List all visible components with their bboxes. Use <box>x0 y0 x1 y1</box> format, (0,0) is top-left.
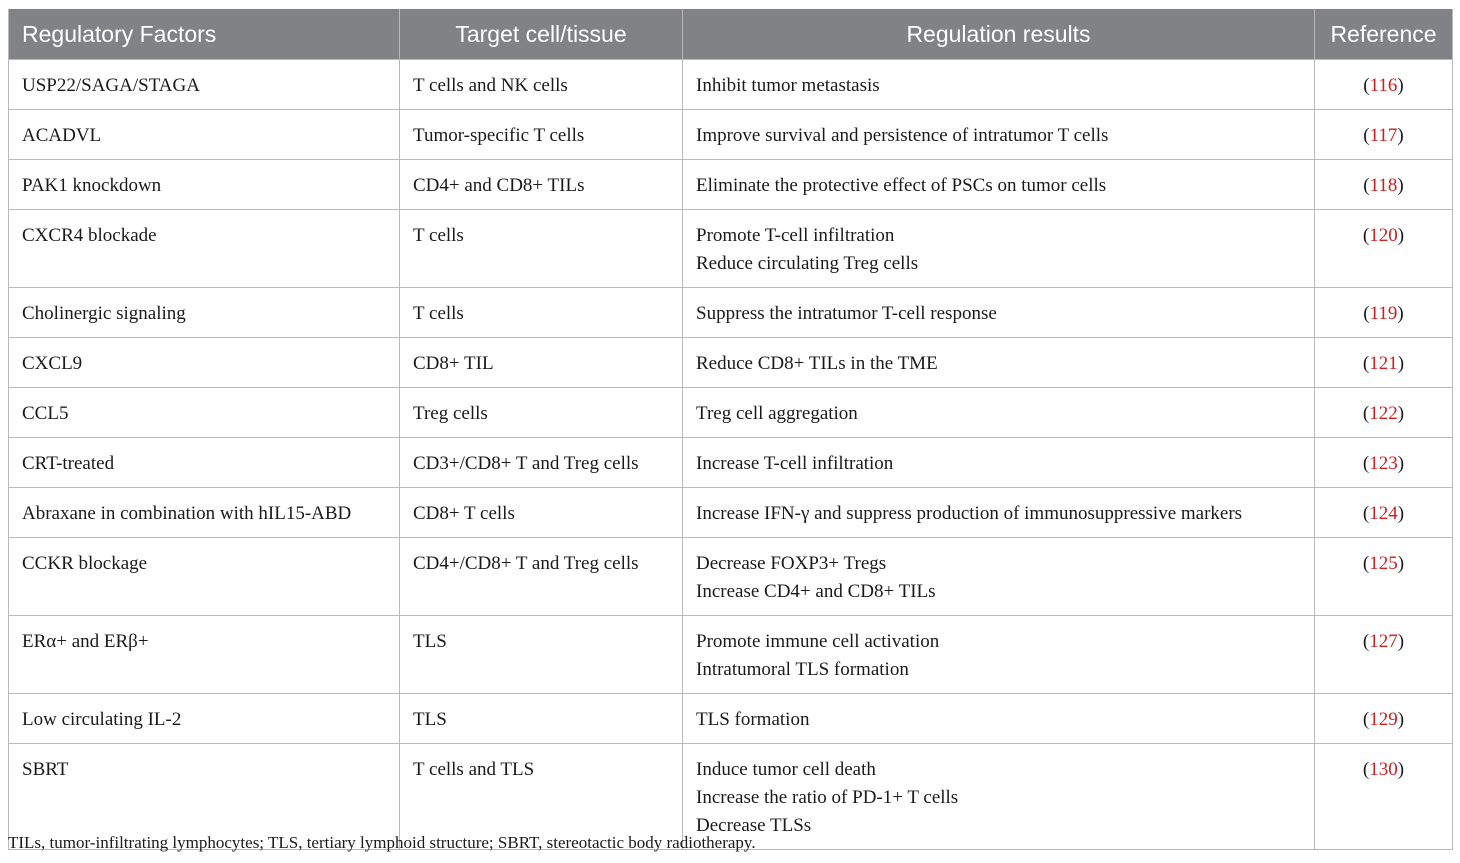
regulation-results-cell <box>683 694 1315 744</box>
target-cell-tissue-cell: TLS <box>400 616 683 694</box>
target-cell-tissue-cell: CD4+/CD8+ T and Treg cells <box>400 538 683 616</box>
table-footnote: TILs, tumor-infiltrating lymphocytes; TLS, tertiary lymphoid structure; SBRT, stereotactic body radiotherapy. <box>8 833 756 852</box>
regulatory-factor-cell: Cholinergic signaling <box>9 288 400 338</box>
regulation-results-cell <box>683 160 1315 210</box>
table-row <box>9 388 1453 438</box>
regulation-result-line: Increase CD4+ and CD8+ TILs <box>696 581 936 602</box>
reference-cell <box>1315 438 1453 488</box>
table-row <box>9 288 1453 338</box>
regulation-results-cell <box>683 438 1315 488</box>
regulatory-factor-cell: USP22/SAGA/STAGA <box>9 60 400 110</box>
regulation-results-cell <box>683 110 1315 160</box>
regulatory-factor-cell: Low circulating IL-2 <box>9 694 400 744</box>
reference-cell <box>1315 338 1453 388</box>
header-target-cell-tissue: Target cell/tissue <box>400 9 683 60</box>
regulation-result-line: Improve survival and persistence of intratumor T cells <box>696 125 1109 146</box>
reference-open-paren: ( <box>1362 453 1370 474</box>
regulation-result-line: Decrease FOXP3+ Tregs <box>696 553 887 574</box>
regulation-results-cell <box>683 538 1315 616</box>
header-regulation-results: Regulation results <box>683 9 1315 60</box>
regulatory-factor-cell: Abraxane in combination with hIL15-ABD <box>9 488 400 538</box>
table-row <box>9 160 1453 210</box>
reference-open-paren: ( <box>1362 553 1370 574</box>
regulation-result-line: Suppress the intratumor T-cell response <box>696 303 997 324</box>
reference-link[interactable]: 116 <box>1369 75 1398 96</box>
reference-cell <box>1315 288 1453 338</box>
regulation-results-cell <box>683 388 1315 438</box>
reference-cell <box>1315 694 1453 744</box>
regulation-results-cell <box>683 744 1315 850</box>
regulatory-factor-cell: CCKR blockage <box>9 538 400 616</box>
regulation-result-line: Reduce circulating Treg cells <box>696 253 919 274</box>
table-row <box>9 60 1453 110</box>
reference-cell <box>1315 744 1453 850</box>
target-cell-tissue-cell: T cells <box>400 210 683 288</box>
target-cell-tissue-cell: Treg cells <box>400 388 683 438</box>
reference-open-paren: ( <box>1363 125 1370 146</box>
reference-open-paren: ( <box>1362 709 1370 730</box>
reference-open-paren: ( <box>1362 353 1370 374</box>
reference-link[interactable]: 117 <box>1369 125 1398 146</box>
regulation-result-line: Intratumoral TLS formation <box>696 659 909 680</box>
reference-link[interactable]: 120 <box>1369 225 1398 246</box>
target-cell-tissue-cell: CD3+/CD8+ T and Treg cells <box>400 438 683 488</box>
regulation-results-cell <box>683 616 1315 694</box>
table-row <box>9 210 1453 288</box>
reference-open-paren: ( <box>1363 75 1370 96</box>
target-cell-tissue-cell: Tumor-specific T cells <box>400 110 683 160</box>
reference-link[interactable]: 129 <box>1369 709 1398 730</box>
target-cell-tissue-cell: T cells and NK cells <box>400 60 683 110</box>
reference-link[interactable]: 125 <box>1369 553 1398 574</box>
target-cell-tissue-cell: T cells <box>400 288 683 338</box>
reference-open-paren: ( <box>1362 503 1370 524</box>
regulatory-factor-cell: PAK1 knockdown <box>9 160 400 210</box>
reference-cell <box>1315 210 1453 288</box>
regulation-results-cell <box>683 338 1315 388</box>
regulation-results-cell <box>683 60 1315 110</box>
regulatory-factors-table <box>8 9 1453 850</box>
regulation-result-line: Increase IFN-γ and suppress production of immunosuppressive markers <box>696 503 1243 524</box>
reference-cell <box>1315 160 1453 210</box>
regulatory-factor-cell: CRT-treated <box>9 438 400 488</box>
header-regulatory-factors: Regulatory Factors <box>9 9 400 60</box>
reference-link[interactable]: 127 <box>1369 631 1398 652</box>
reference-close-paren: ) <box>1397 709 1405 730</box>
target-cell-tissue-cell: CD8+ TIL <box>400 338 683 388</box>
regulation-result-line: Treg cell aggregation <box>696 403 858 424</box>
reference-open-paren: ( <box>1363 303 1370 324</box>
reference-cell <box>1315 488 1453 538</box>
regulatory-factor-cell: CXCR4 blockade <box>9 210 400 288</box>
regulation-result-line: Promote T-cell infiltration <box>696 225 895 246</box>
reference-open-paren: ( <box>1362 759 1370 780</box>
regulation-results-cell <box>683 210 1315 288</box>
reference-close-paren: ) <box>1397 403 1405 424</box>
reference-link[interactable]: 119 <box>1369 303 1398 324</box>
regulatory-factor-cell: ERα+ and ERβ+ <box>9 616 400 694</box>
reference-close-paren: ) <box>1397 75 1404 96</box>
table-row <box>9 338 1453 388</box>
table-row <box>9 488 1453 538</box>
reference-link[interactable]: 130 <box>1369 759 1398 780</box>
reference-close-paren: ) <box>1397 553 1405 574</box>
reference-link[interactable]: 121 <box>1369 353 1398 374</box>
regulation-result-line: Promote immune cell activation <box>696 631 940 652</box>
table-row <box>9 438 1453 488</box>
table-row <box>9 110 1453 160</box>
regulatory-factor-cell: ACADVL <box>9 110 400 160</box>
reference-open-paren: ( <box>1362 225 1370 246</box>
table-row <box>9 694 1453 744</box>
reference-cell <box>1315 538 1453 616</box>
reference-cell <box>1315 60 1453 110</box>
regulation-result-line: Inhibit tumor metastasis <box>696 75 880 96</box>
regulation-results-cell <box>683 488 1315 538</box>
target-cell-tissue-cell: T cells and TLS <box>400 744 683 850</box>
target-cell-tissue-cell: CD8+ T cells <box>400 488 683 538</box>
regulation-result-line: Increase T-cell infiltration <box>696 453 894 474</box>
regulatory-factor-cell: CXCL9 <box>9 338 400 388</box>
target-cell-tissue-cell: CD4+ and CD8+ TILs <box>400 160 683 210</box>
reference-cell <box>1315 616 1453 694</box>
regulation-result-line: Eliminate the protective effect of PSCs on tumor cells <box>696 175 1107 196</box>
regulatory-factor-cell: SBRT <box>9 744 400 850</box>
reference-close-paren: ) <box>1397 175 1404 196</box>
regulation-result-line: TLS formation <box>696 709 810 730</box>
regulation-result-line: Decrease TLSs <box>696 815 812 836</box>
reference-open-paren: ( <box>1363 175 1370 196</box>
reference-close-paren: ) <box>1397 353 1405 374</box>
regulation-result-line: Increase the ratio of PD-1+ T cells <box>696 787 959 808</box>
reference-close-paren: ) <box>1397 453 1405 474</box>
reference-close-paren: ) <box>1397 303 1404 324</box>
reference-link[interactable]: 122 <box>1369 403 1398 424</box>
reference-close-paren: ) <box>1397 225 1405 246</box>
regulation-results-cell <box>683 288 1315 338</box>
reference-link[interactable]: 118 <box>1369 175 1398 196</box>
table-row <box>9 616 1453 694</box>
table-header-row <box>9 9 1453 60</box>
reference-close-paren: ) <box>1397 503 1405 524</box>
target-cell-tissue-cell: TLS <box>400 694 683 744</box>
reference-link[interactable]: 124 <box>1369 503 1398 524</box>
regulatory-factor-cell: CCL5 <box>9 388 400 438</box>
regulation-result-line: Reduce CD8+ TILs in the TME <box>696 353 938 374</box>
reference-open-paren: ( <box>1362 403 1370 424</box>
reference-cell <box>1315 110 1453 160</box>
reference-close-paren: ) <box>1397 631 1405 652</box>
reference-open-paren: ( <box>1362 631 1370 652</box>
reference-cell <box>1315 388 1453 438</box>
regulation-result-line: Induce tumor cell death <box>696 759 876 780</box>
reference-close-paren: ) <box>1397 759 1405 780</box>
header-reference: Reference <box>1315 9 1453 60</box>
reference-link[interactable]: 123 <box>1369 453 1398 474</box>
table-row <box>9 538 1453 616</box>
reference-close-paren: ) <box>1397 125 1404 146</box>
